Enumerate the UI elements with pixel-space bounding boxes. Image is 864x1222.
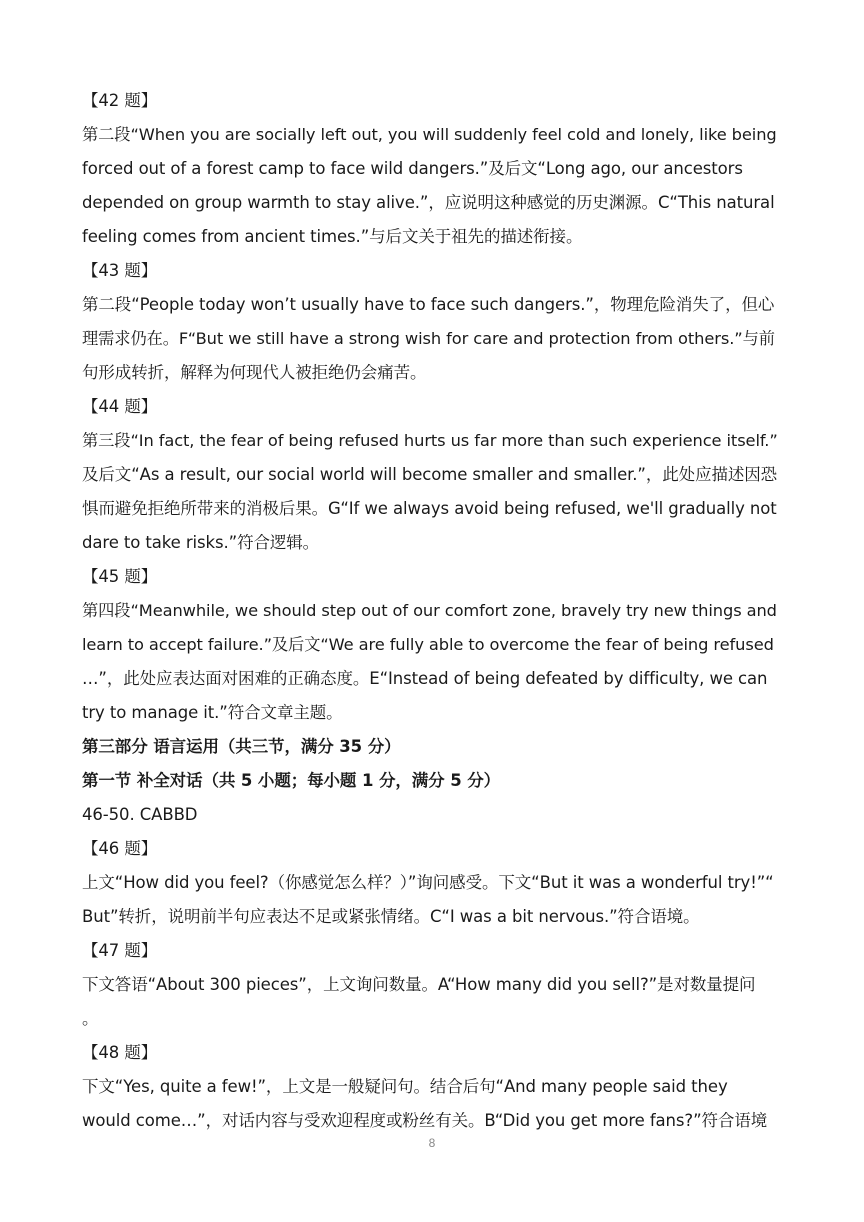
text-line: …”，此处应表达面对困难的正确态度。E“Instead of being defeated by difficulty, we can bbox=[82, 669, 768, 688]
text-line: forced out of a forest camp to face wild dangers.”及后文“Long ago, our ancestors bbox=[82, 159, 743, 178]
text-line: 【45 题】 bbox=[82, 567, 158, 586]
text-line: 【48 题】 bbox=[82, 1043, 158, 1062]
text-line: 及后文“As a result, our social world will become smaller and smaller.”，此处应描述因恐 bbox=[82, 465, 778, 484]
text-line: 惧而避免拒绝所带来的消极后果。G“If we always avoid being refused, we'll gradually not bbox=[82, 499, 777, 518]
text-line: But”转折，说明前半句应表达不足或紧张情绪。C“I was a bit nervous.”符合语境。 bbox=[82, 907, 700, 926]
text-line: 【47 题】 bbox=[82, 941, 158, 960]
text-line: 【44 题】 bbox=[82, 397, 158, 416]
text-line: would come…”，对话内容与受欢迎程度或粉丝有关。B“Did you get more fans?”符合语境 bbox=[82, 1111, 768, 1130]
text-line: 第三段“In fact, the fear of being refused hurts us far more than such experience itself.” bbox=[82, 431, 778, 450]
text-line: 【46 题】 bbox=[82, 839, 158, 858]
text-line: 下文答语“About 300 pieces”，上文询问数量。A“How many did you sell?”是对数量提问 bbox=[82, 975, 756, 994]
text-line: 第四段“Meanwhile, we should step out of our comfort zone, bravely try new things and bbox=[82, 601, 777, 620]
text-line: 句形成转折，解释为何现代人被拒绝仍会痛苦。 bbox=[82, 363, 427, 382]
text-line: 【43 题】 bbox=[82, 261, 158, 280]
page-number: 8 bbox=[428, 1136, 436, 1150]
text-line: 第二段“People today won’t usually have to face such dangers.”，物理危险消失了，但心 bbox=[82, 295, 775, 314]
text-line: 上文“How did you feel?（你感觉怎么样？）”询问感受。下文“But it was a wonderful try!”“ bbox=[82, 873, 774, 892]
text-line: dare to take risks.”符合逻辑。 bbox=[82, 533, 320, 552]
document-body bbox=[82, 84, 782, 1138]
text-line: 46-50. CABBD bbox=[82, 805, 198, 824]
section-heading: 第一节 补全对话（共 5 小题；每小题 1 分，满分 5 分） bbox=[82, 771, 501, 790]
text-line: feeling comes from ancient times.”与后文关于祖先的描述衔接。 bbox=[82, 227, 583, 246]
text-line: 。 bbox=[82, 1009, 99, 1028]
text-line: 第二段“When you are socially left out, you will suddenly feel cold and lonely, like being bbox=[82, 125, 777, 144]
text-line: learn to accept failure.”及后文“We are fully able to overcome the fear of being refused bbox=[82, 635, 774, 654]
text-line: 【42 题】 bbox=[82, 91, 158, 110]
text-line: depended on group warmth to stay alive.”，应说明这种感觉的历史渊源。C“This natural bbox=[82, 193, 775, 212]
text-line: 理需求仍在。F“But we still have a strong wish for care and protection from others.”与前 bbox=[82, 329, 775, 348]
text-line: try to manage it.”符合文章主题。 bbox=[82, 703, 343, 722]
text-line: 下文“Yes, quite a few!”，上文是一般疑问句。结合后句“And many people said they bbox=[82, 1077, 728, 1096]
section-heading: 第三部分 语言运用（共三节，满分 35 分） bbox=[82, 737, 401, 756]
